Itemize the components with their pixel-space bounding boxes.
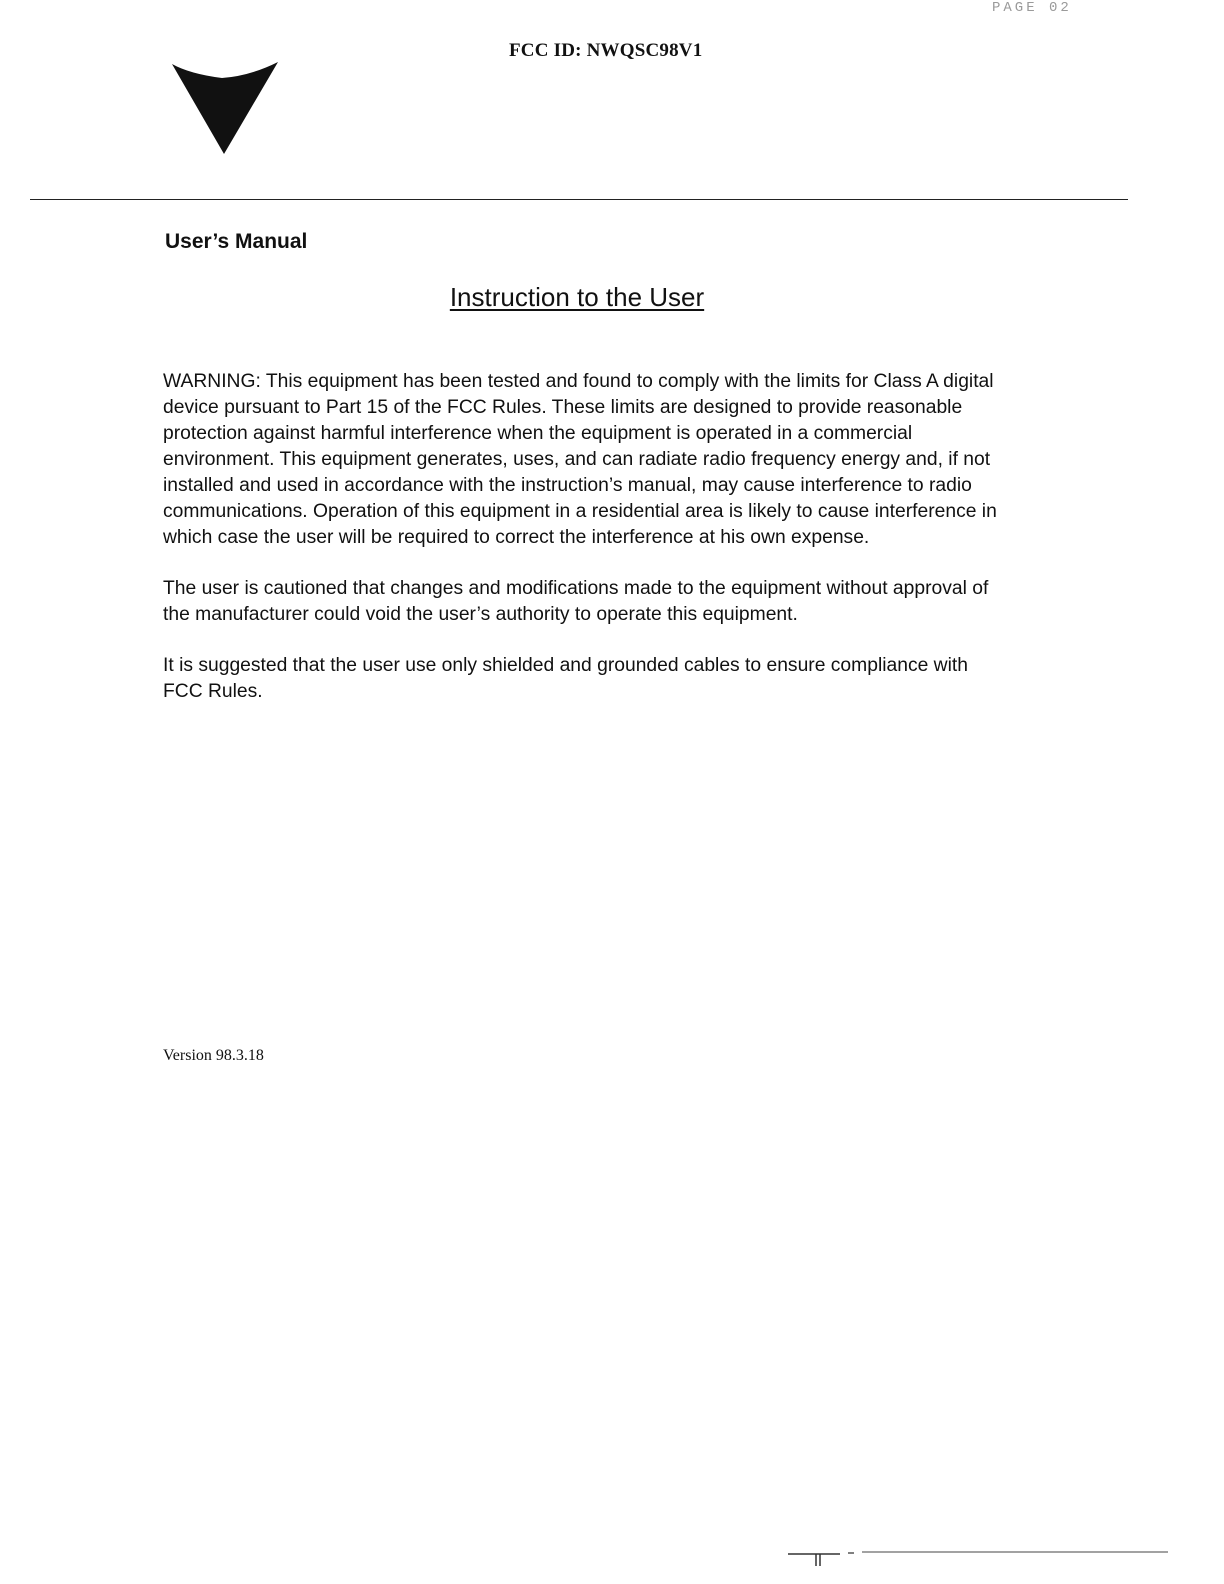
page-number-label: PAGE 02 (992, 0, 1072, 16)
version-label: Version 98.3.18 (163, 1047, 264, 1064)
section-title: Instruction to the User (449, 282, 705, 312)
header-divider (30, 199, 1128, 200)
warning-paragraph: WARNING: This equipment has been tested and found to comply with the limits for Class A digital device pursuant to Part 15 of the FCC Rules. These limits are designed to provide reasonable protection against harmful interference when the equipment is operated in a commercial environment. This equipment generates, uses, and can radiate radio frequency energy and, if not installed and used in accordance with the instruction’s manual, may cause interference to radio communications. Operation of this equipment in a residential area is likely to cause interference in which case the user will be required to correct the interference at his own expense. (163, 371, 997, 548)
scan-artifact-marks (788, 1548, 1168, 1568)
manual-heading: User’s Manual (165, 230, 308, 253)
fcc-id-header: FCC ID: NWQSC98V1 (509, 40, 703, 61)
downward-triangle-logo-icon (172, 62, 278, 154)
body-text (163, 369, 1003, 730)
cables-paragraph: It is suggested that the user use only shielded and grounded cables to ensure compliance with FCC Rules. (163, 655, 968, 702)
caution-paragraph: The user is cautioned that changes and modifications made to the equipment without approval of the manufacturer could void the user’s authority to operate this equipment. (163, 578, 989, 625)
